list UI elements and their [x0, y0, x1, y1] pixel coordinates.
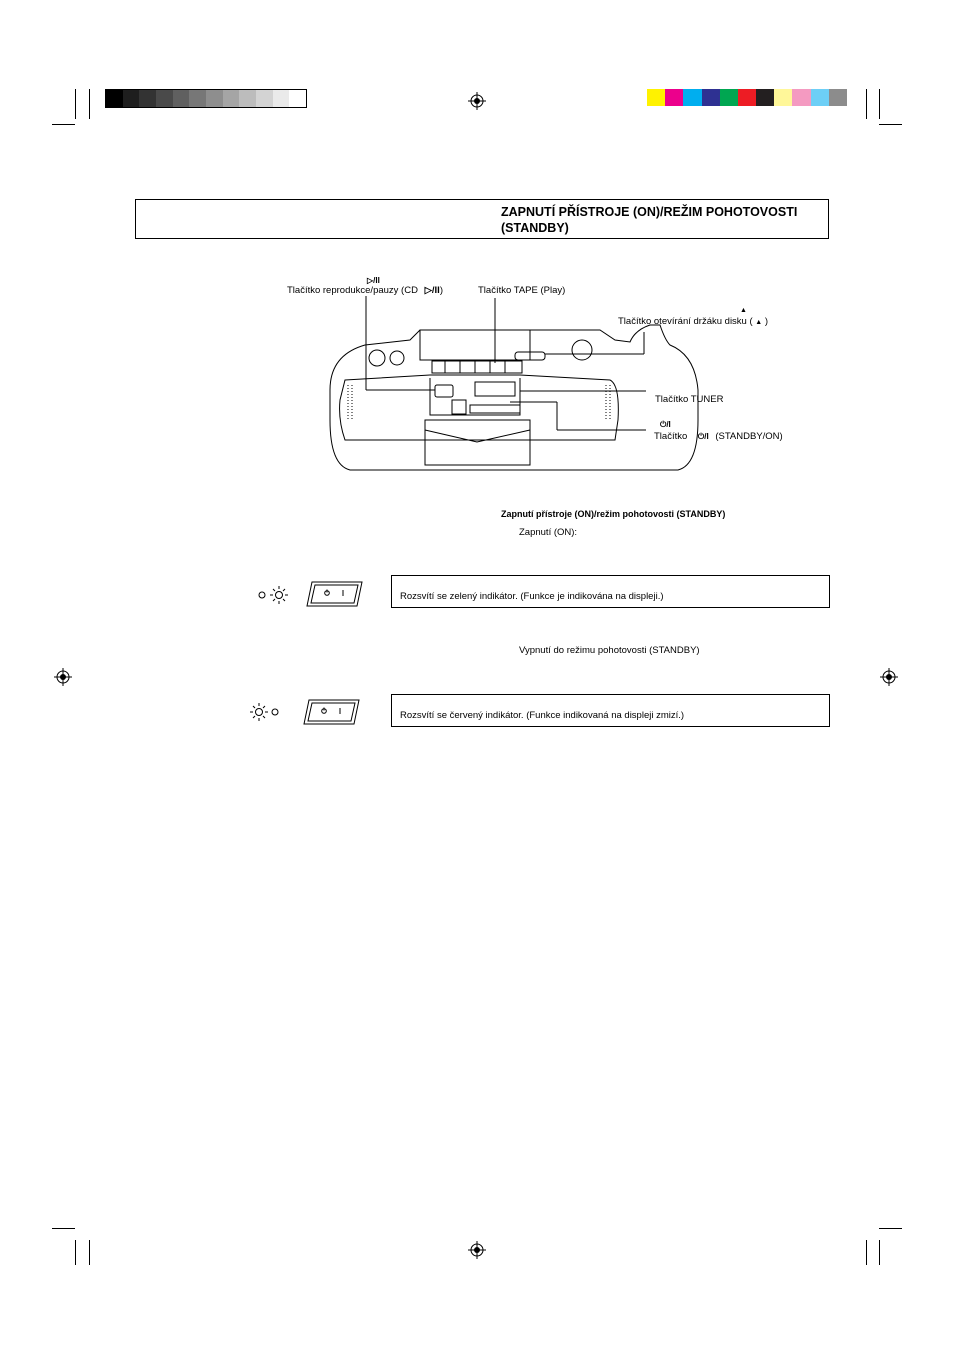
standby-label-suffix: (STANDBY/ON)	[715, 431, 783, 442]
registration-mark-top	[468, 92, 486, 110]
on-result-text: Rozsvítí se zelený indikátor. (Funkce je indikována na displeji.)	[400, 591, 664, 602]
colorbar-swatch	[811, 89, 829, 106]
graybar-swatch	[106, 90, 123, 107]
registration-mark-left	[54, 668, 72, 686]
graybar-swatch	[139, 90, 156, 107]
on-label: Zapnutí (ON):	[519, 527, 578, 538]
colorbar-swatch	[792, 89, 810, 106]
graybar-swatch	[273, 90, 290, 107]
colorbar-swatch	[738, 89, 756, 106]
colorbar-swatch	[720, 89, 738, 106]
tape-label: Tlačítko TAPE (Play)	[478, 285, 566, 296]
play-pause-icon-label: ▷/II	[367, 276, 380, 285]
standby-result-text: Rozsvítí se červený indikátor. (Funkce indikovaná na displeji zmizí.)	[400, 710, 685, 721]
red-led-off-icon	[259, 592, 265, 598]
graybar-swatch	[206, 90, 223, 107]
play-pause-label-text: Tlačítko reprodukce/pauzy (CD	[287, 285, 418, 296]
boombox-diagram	[320, 270, 800, 490]
color-calibration-bar	[647, 89, 847, 106]
green-led-lit-icon	[270, 586, 288, 604]
graybar-swatch	[173, 90, 190, 107]
indicator-on-illustration	[255, 578, 365, 610]
standby-result-box	[391, 694, 830, 727]
colorbar-swatch	[665, 89, 683, 106]
standby-icon: ⏻/I	[697, 432, 709, 441]
page-title	[501, 204, 831, 236]
registration-mark-bottom	[468, 1241, 486, 1259]
colorbar-swatch	[756, 89, 774, 106]
play-pause-label	[287, 285, 443, 296]
standby-on-button-icon	[307, 582, 362, 606]
page-title-line2: (STANDBY)	[501, 221, 569, 235]
colorbar-swatch	[683, 89, 701, 106]
eject-label-text: Tlačítko otevírání držáku disku (	[618, 316, 753, 327]
play-pause-icon: ▷/II	[424, 285, 440, 296]
red-led-lit-icon	[250, 703, 268, 721]
graybar-swatch	[256, 90, 273, 107]
colorbar-swatch	[702, 89, 720, 106]
eject-icon: ▲	[755, 319, 763, 326]
eject-icon-top: ▲	[740, 307, 747, 314]
eject-label	[618, 316, 768, 327]
colorbar-swatch	[774, 89, 792, 106]
eject-label-close: )	[764, 316, 769, 327]
tuner-label: Tlačítko TUNER	[655, 394, 724, 405]
graybar-swatch	[289, 90, 306, 107]
graybar-swatch	[223, 90, 240, 107]
graybar-swatch	[156, 90, 173, 107]
indicator-standby-illustration	[247, 697, 362, 729]
play-pause-label-close: )	[439, 285, 443, 296]
registration-mark-right	[880, 668, 898, 686]
graybar-swatch	[123, 90, 140, 107]
standby-icon-top: ⏻/I	[660, 420, 671, 429]
grayscale-calibration-bar	[105, 89, 307, 108]
graybar-swatch	[239, 90, 256, 107]
colorbar-swatch	[647, 89, 665, 106]
standby-on-button-icon-2	[304, 700, 359, 724]
graybar-swatch	[189, 90, 206, 107]
green-led-off-icon	[272, 709, 278, 715]
standby-label-prefix: Tlačítko	[654, 431, 688, 442]
section-heading: Zapnutí přístroje (ON)/režim pohotovosti (STANDBY)	[501, 509, 726, 519]
colorbar-swatch	[829, 89, 847, 106]
page-title-line1: ZAPNUTÍ PŘÍSTROJE (ON)/REŽIM POHOTOVOSTI	[501, 205, 798, 219]
on-result-box	[391, 575, 830, 608]
standby-section-label: Vypnutí do režimu pohotovosti (STANDBY)	[519, 645, 700, 656]
standby-label	[654, 431, 783, 442]
